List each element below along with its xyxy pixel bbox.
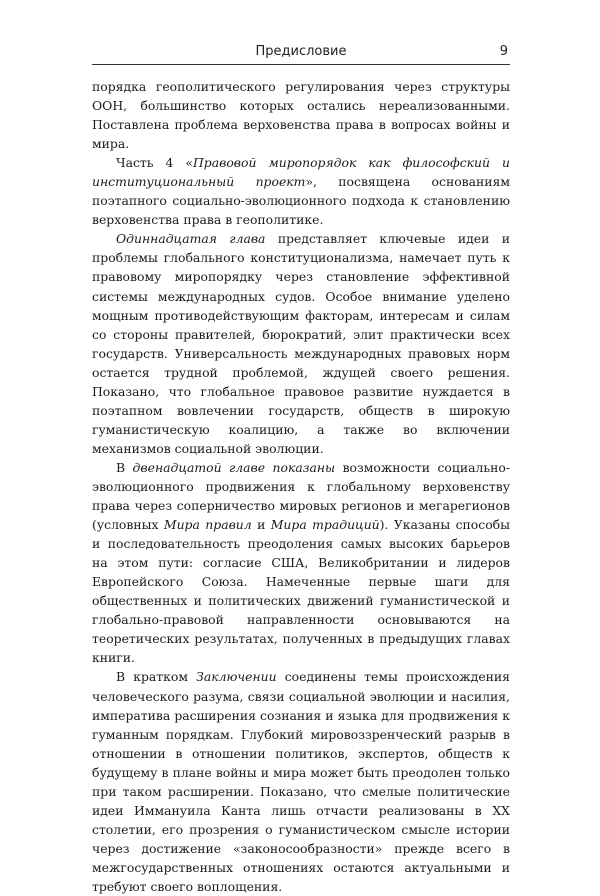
paragraph bbox=[92, 229, 510, 458]
text-run: В bbox=[116, 459, 133, 475]
paragraph bbox=[92, 77, 510, 153]
text-run: порядка геополитического регулирования через структуры ООН, большинство которых остались нереализованными. Поставлена проблема верховенства права в вопросах войны и мира. bbox=[92, 79, 510, 152]
text-run: Часть 4 « bbox=[116, 155, 193, 171]
running-head-title: Предисловие bbox=[255, 44, 347, 59]
paragraph bbox=[92, 153, 510, 229]
text-run: В кратком bbox=[116, 669, 197, 685]
italic-text: двенадцатой главе показаны bbox=[132, 459, 336, 475]
text-run: », посвящена основаниям поэтапного социально-эволюционного подхода к становлению верховенства права в геополитике. bbox=[92, 174, 511, 228]
body-text bbox=[92, 77, 510, 896]
page-number: 9 bbox=[499, 44, 508, 59]
italic-text: Заключении bbox=[196, 669, 277, 685]
text-run: возможности социально-эволюционного продвижения к глобальному верховенству права через соперничество мировых регионов и мегарегионов (условных bbox=[92, 459, 511, 533]
text-run: и bbox=[251, 517, 271, 533]
running-header bbox=[92, 44, 510, 65]
paragraph bbox=[92, 667, 510, 896]
text-run: представляет ключевые идеи и проблемы глобального конституционализма, намечает путь к правовому миропорядку через становление эффективной системы международных судов. Особое внимание уделено мощным противодействующим факторам, интересам и силам со стороны правителей, бюрократий, элит практически всех государств. Универсальность международных правовых норм остается трудной проблемой, ждущей своего решения. Показано, что глобальное правовое развитие нуждается в поэтапном вовлечении государств, обществ в широкую гуманистическую коалицию, а также во включении механизмов социальной эволюции. bbox=[92, 231, 510, 456]
italic-text: Одиннадцатая глава bbox=[116, 231, 266, 247]
paragraph bbox=[92, 458, 510, 668]
italic-text: Мира традиций bbox=[270, 517, 380, 533]
italic-text: Правовой миропорядок как философский и институциональный проект bbox=[92, 155, 510, 190]
italic-text: Мира правил bbox=[163, 517, 252, 533]
text-run: соединены темы происхождения человеческого разума, связи социальной эволюции и насилия, императива расширения сознания и языка для продвижения к гуманным порядкам. Глубокий мировоззренческий разрыв в отношении в отношении политиков, экспертов, обществ к будущему в плане войны и мира может быть преодолен только при таком расширении. Показано, что смелые политические идеи Иммануила Канта лишь отчасти реализованы в XX столетии, его прозрения о гуманистическом смысле истории через достижение «законосообразности» прежде всего в межгосударственных отношениях остаются актуальными и требуют своего воплощения. bbox=[92, 669, 510, 894]
text-run: ). Указаны способы и последовательность преодоления самых высоких барьеров на этом пути: согласие США, Великобритании и лидеров Европейского Союза. Намеченные первые шаги для общественных и политических движений гуманистической и глобально-правовой направленности основываются на теоретических результатах, полученных в предыдущих главах книги. bbox=[92, 517, 510, 666]
